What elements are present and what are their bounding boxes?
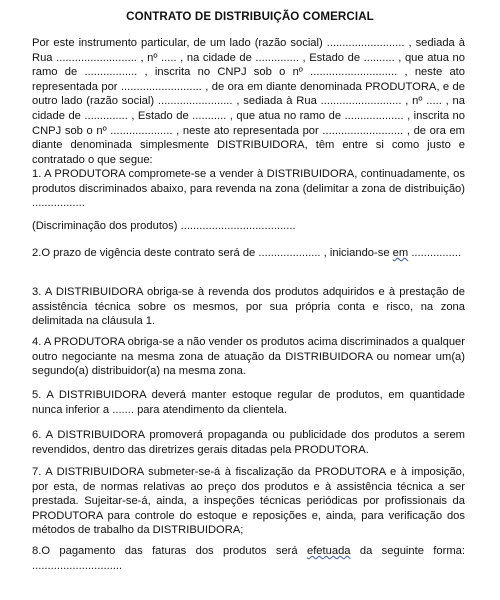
paragraph-clause-2 <box>32 246 465 261</box>
paragraph-clause-8 <box>32 544 465 573</box>
paragraph-clause-7: 7. A DISTRIBUIDORA submeter-se-á à fiscalização da PRODUTORA e à imposição, por esta, de normas relativas ao preço dos produtos e à assistência técnica a ser prestada. Sujeitar-se-á, ainda, a inspeções técnicas periódicas por profissionais da PRODUTORA para controle do estoque e reposições e, ainda, para verificação dos métodos de trabalho da DISTRIBUIDORA; <box>32 466 465 537</box>
clause-2-tail: ................ <box>408 247 462 259</box>
clause-8-text: 8.O pagamento das faturas dos produtos será <box>32 545 307 557</box>
paragraph-clause-1: 1. A PRODUTORA compromete-se a vender à DISTRIBUIDORA, continuadamente, os produtos discriminados abaixo, para revenda na zona (delimitar a zona de distribuição) ................. <box>32 168 465 210</box>
clause-2-text: 2.O prazo de vigência deste contrato será de .................... , iniciando-se <box>32 247 393 259</box>
document-title: CONTRATO DE DISTRIBUIÇÃO COMERCIAL <box>126 10 374 23</box>
paragraph-clause-4: 4. A PRODUTORA obriga-se a não vender os produtos acima discriminados a qualquer outro negociante na mesma zona de atuação da DISTRIBUIDORA ou nomear um(a) segundo(a) distribuidor(a) na mesma zona. <box>32 336 465 378</box>
clause-2-underlined-word: em <box>392 247 409 259</box>
paragraph-parties: Por este instrumento particular, de um lado (razão social) ......................... , sediada à Rua .......................... , nº ..... , na cidade de .............. , Estado de .......... , que atua no ramo de ................. , inscrita no CNPJ sob o nº ............................ , neste ato representada por .......................... , de ora em diante denominada PRODUTORA, e de outro lado (razão social) ........................ , sediada à Rua .......................... , nº ..... , na cidade de .............. , Estado de ........... , que atua no ramo de ................... , inscrita no CNPJ sob o nº .................... , neste ato representada por .......................... , de ora em diante denominada simplesmente DISTRIBUIDORA, têm entre si como justo e contratado o que segue: <box>32 37 465 166</box>
paragraph-clause-6: 6. A DISTRIBUIDORA promoverá propaganda ou publicidade dos produtos a serem revendidos, dentro das diretrizes gerais ditadas pela PRODUTORA. <box>32 429 465 456</box>
clause-8-tail: da seguinte forma: ............................. <box>32 545 465 572</box>
clause-8-underlined-word: efetuada <box>306 545 351 557</box>
paragraph-clause-5: 5. A DISTRIBUIDORA deverá manter estoque regular de produtos, em quantidade nunca inferior a ....... para atendimento da clientela. <box>32 389 465 416</box>
paragraph-clause-3: 3. A DISTRIBUIDORA obriga-se à revenda dos produtos adquiridos e à prestação de assistência técnica sobre os mesmos, por sua própria conta e risco, na zona delimitada na cláusula 1. <box>32 286 465 328</box>
paragraph-product-list: (Discriminação dos produtos) ..................................... <box>32 220 296 232</box>
